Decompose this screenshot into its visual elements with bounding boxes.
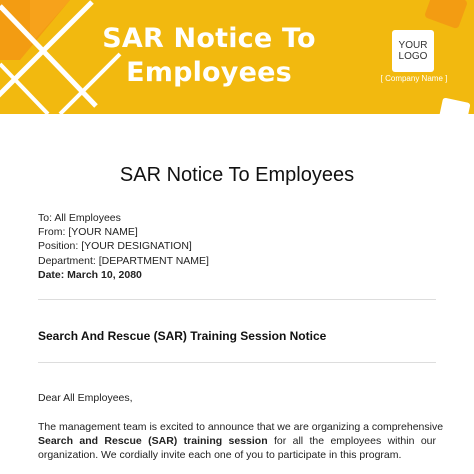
memo-to: To: All Employees: [38, 212, 121, 224]
memo-department: Department: [DEPARTMENT NAME]: [38, 254, 209, 267]
paragraph-line: The management team is excited to announce that we are organizing a comprehensive: [38, 421, 444, 433]
orange-square-accent: [424, 0, 468, 29]
logo-text-line2: LOGO: [398, 51, 428, 62]
white-square-accent: [437, 97, 470, 114]
memo-header: [38, 211, 209, 282]
memo-position: Position: [YOUR DESIGNATION]: [38, 240, 192, 253]
document-title: SAR Notice To Employees: [119, 164, 355, 186]
header-banner: [0, 0, 474, 114]
orange-accent-shape-2: [30, 0, 70, 45]
company-name: [ Company Name ]: [380, 74, 448, 83]
paragraph-line: [38, 434, 436, 448]
body-paragraph: [38, 420, 444, 463]
memo-from: From: [YOUR NAME]: [38, 226, 138, 239]
divider: [38, 299, 436, 300]
memo-date: Date: March 10, 2080: [38, 268, 142, 281]
paragraph-line: organization. We cordially invite each one of you to participate in this program.: [38, 449, 402, 462]
logo-text-line1: YOUR: [398, 40, 428, 51]
bold-phrase: Search and Rescue (SAR) training session: [38, 435, 268, 448]
banner-title: SAR Notice To Employees: [102, 23, 316, 88]
divider: [38, 362, 436, 363]
paragraph-text: for all the employees within our: [267, 435, 436, 448]
section-heading: Search And Rescue (SAR) Training Session Notice: [38, 329, 327, 343]
salutation: Dear All Employees,: [38, 392, 133, 404]
logo-placeholder: [392, 30, 434, 72]
